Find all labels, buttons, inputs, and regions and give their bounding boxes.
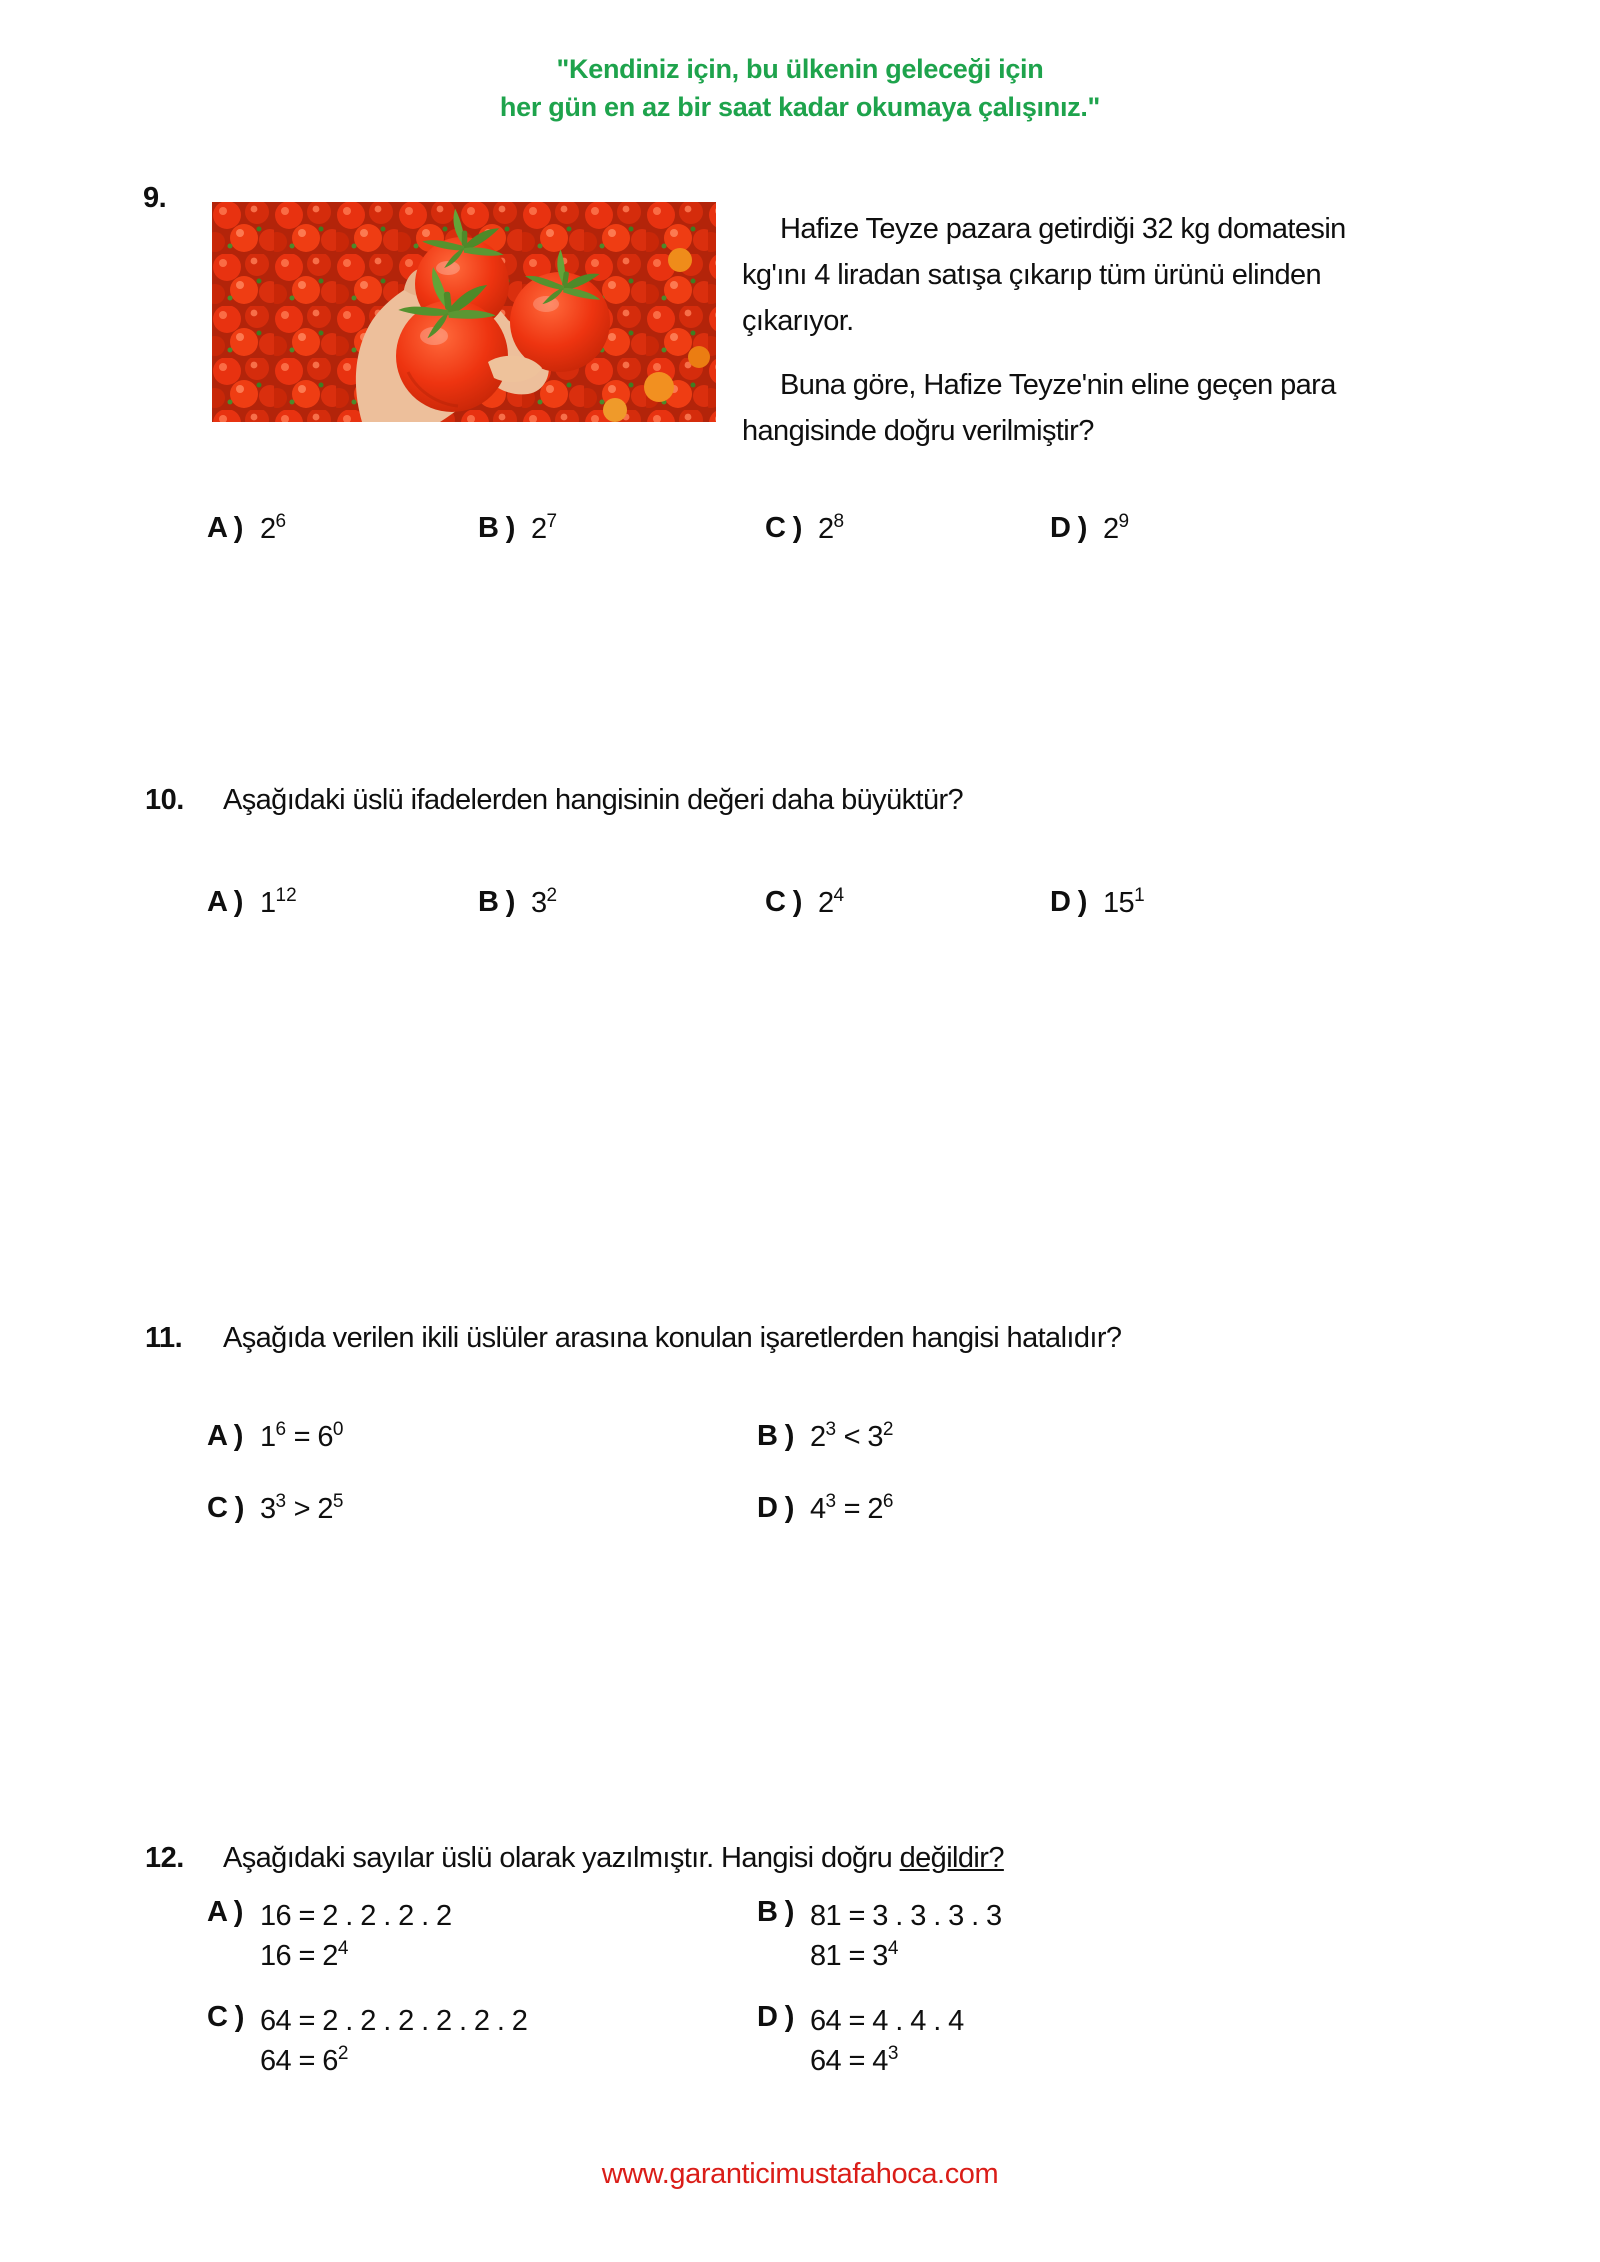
math-text: 1 xyxy=(260,1421,276,1453)
question-number: 9. xyxy=(143,182,167,214)
math-text: < 3 xyxy=(836,1421,883,1453)
math-text: 64 = 2 . 2 . 2 . 2 . 2 . 2 xyxy=(260,2005,528,2037)
exponent: 2 xyxy=(882,1419,894,1440)
option-value-line xyxy=(260,1936,452,1980)
math-text: 2 xyxy=(818,513,834,545)
math-text: 64 = 4 xyxy=(810,2045,888,2077)
question-number: 12. xyxy=(145,1842,184,1874)
question-11-text: Aşağıda verilen ikili üslüler arasına konulan işaretlerden hangisi hatalıdır? xyxy=(223,1322,1122,1354)
question-12-text xyxy=(223,1842,1004,1875)
option-letter: A ) xyxy=(207,1420,243,1452)
option-value xyxy=(810,2001,964,2085)
text-line: Hafize Teyze pazara getirdiği 32 kg domatesin xyxy=(780,213,1346,245)
option-letter: A ) xyxy=(207,512,243,544)
option-letter: A ) xyxy=(207,886,243,918)
option-value-line xyxy=(260,1896,452,1936)
exponent: 6 xyxy=(275,511,287,532)
option-letter: B ) xyxy=(478,512,515,544)
option-letter: B ) xyxy=(478,886,515,918)
text-line: hangisinde doğru verilmiştir? xyxy=(742,415,1094,447)
text-line: Buna göre, Hafize Teyze'nin eline geçen para xyxy=(780,369,1336,401)
option-value xyxy=(810,1896,1002,1980)
option-value-line xyxy=(260,2041,527,2085)
exponent: 6 xyxy=(882,1491,894,1512)
option-value xyxy=(260,2001,527,2085)
exponent: 3 xyxy=(887,2043,899,2064)
option-value-line xyxy=(810,1896,1002,1936)
text-line: kg'ını 4 liradan satışa çıkarıp tüm ürünü elinden xyxy=(742,259,1322,291)
header-quote-line1: "Kendiniz için, bu ülkenin geleceği için xyxy=(556,54,1044,84)
exponent: 9 xyxy=(1118,511,1130,532)
math-text: 2 xyxy=(531,513,547,545)
option-a xyxy=(207,1896,452,1980)
math-text: 16 = 2 . 2 . 2 . 2 xyxy=(260,1900,452,1932)
option-letter: B ) xyxy=(757,1420,794,1452)
option-letter: C ) xyxy=(207,1492,244,1524)
option-letter: D ) xyxy=(757,1492,794,1524)
option-letter: C ) xyxy=(765,512,802,544)
option-c xyxy=(207,2001,527,2085)
exponent: 5 xyxy=(332,1491,344,1512)
math-text: 2 xyxy=(818,887,834,919)
math-text: 2 xyxy=(1103,513,1119,545)
option-letter: D ) xyxy=(1050,886,1087,918)
exponent: 2 xyxy=(337,2043,349,2064)
exponent: 8 xyxy=(833,511,845,532)
option-letter: A ) xyxy=(207,1896,243,1928)
exponent: 4 xyxy=(833,885,845,906)
question-number: 10. xyxy=(145,784,184,816)
option-value-line xyxy=(810,1936,1002,1980)
math-text: = 6 xyxy=(286,1421,333,1453)
exponent: 0 xyxy=(332,1419,344,1440)
option-letter: C ) xyxy=(765,886,802,918)
option-letter: B ) xyxy=(757,1896,794,1928)
exponent: 3 xyxy=(275,1491,287,1512)
math-text: 81 = 3 xyxy=(810,1940,888,1972)
math-text: 2 xyxy=(260,513,276,545)
math-text: 81 = 3 . 3 . 3 . 3 xyxy=(810,1900,1002,1932)
option-letter: C ) xyxy=(207,2001,244,2033)
math-text: 1 xyxy=(260,887,276,919)
exponent: 2 xyxy=(546,885,558,906)
math-text: 2 xyxy=(810,1421,826,1453)
option-value-line xyxy=(810,2001,964,2041)
math-text: 4 xyxy=(810,1493,826,1525)
math-text: 64 = 4 . 4 . 4 xyxy=(810,2005,964,2037)
exponent: 3 xyxy=(825,1419,837,1440)
math-text: 15 xyxy=(1103,887,1135,919)
question-10-text: Aşağıdaki üslü ifadelerden hangisinin değeri daha büyüktür? xyxy=(223,784,964,816)
math-text: = 2 xyxy=(836,1493,883,1525)
option-d xyxy=(757,2001,964,2085)
option-letter: D ) xyxy=(1050,512,1087,544)
option-value xyxy=(260,1896,452,1980)
exponent: 3 xyxy=(825,1491,837,1512)
math-text: > 2 xyxy=(286,1493,333,1525)
option-letter: D ) xyxy=(757,2001,794,2033)
option-value-line xyxy=(810,2041,964,2085)
math-text: 16 = 2 xyxy=(260,1940,338,1972)
question-12-text-main: Aşağıdaki sayılar üslü olarak yazılmıştır. Hangisi doğru xyxy=(223,1842,900,1874)
header-quote-line2: her gün en az bir saat kadar okumaya çalışınız." xyxy=(499,92,1101,122)
option-b xyxy=(757,1896,1002,1980)
exponent: 12 xyxy=(275,885,297,906)
question-number: 11. xyxy=(145,1322,183,1354)
text-line: çıkarıyor. xyxy=(742,305,854,337)
exponent: 1 xyxy=(1134,885,1145,906)
question-12-text-underlined: değildir? xyxy=(899,1842,1004,1874)
exponent: 7 xyxy=(546,511,558,532)
exponent: 4 xyxy=(887,1938,899,1959)
math-text: 64 = 6 xyxy=(260,2045,338,2077)
math-text: 3 xyxy=(531,887,547,919)
math-text: 3 xyxy=(260,1493,276,1525)
footer-url[interactable]: www.garanticimustafahoca.com xyxy=(601,2158,999,2190)
option-value-line xyxy=(260,2001,527,2041)
exponent: 6 xyxy=(275,1419,287,1440)
exponent: 4 xyxy=(337,1938,349,1959)
